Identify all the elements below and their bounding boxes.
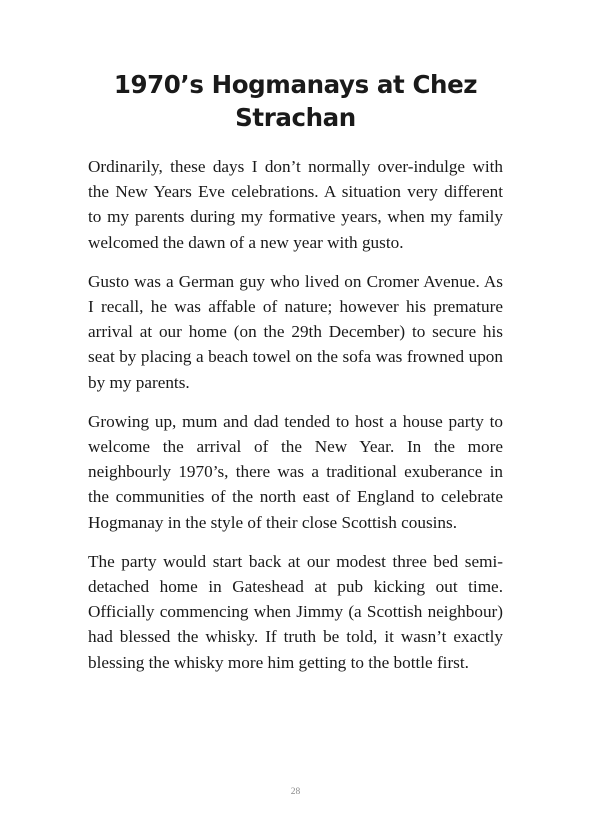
page-number: 28	[290, 787, 301, 797]
page-title: 1970’s Hogmanays at Chez Strachan	[113, 70, 478, 132]
paragraph-4: The party would start back at our modest three bed semi-detached home in Gateshead at pub kicking out time. Officially commencing when Jimmy (a Scottish neighbour) had blessed the whisky. If truth be told, it wasn’t exactly blessing the whisky more him getting to the bottle first.	[88, 551, 503, 672]
body-text	[88, 154, 503, 689]
paragraph-1: Ordinarily, these days I don’t normally over-indulge with the New Years Eve celebrations. A situation very different to my parents during my formative years, when my family welcomed the dawn of a new year with gusto.	[88, 157, 503, 252]
paragraph-3: Growing up, mum and dad tended to host a house party to welcome the arrival of the New Year. In the more neighbourly 1970’s, there was a traditional exuberance in the communities of the north east of England to celebrate Hogmanay in the style of their close Scottish cousins.	[88, 411, 503, 532]
paragraph-2: Gusto was a German guy who lived on Cromer Avenue. As I recall, he was affable of nature; however his premature arrival at our home (on the 29th December) to secure his seat by placing a beach towel on the sofa was frowned upon by my parents.	[88, 271, 503, 392]
